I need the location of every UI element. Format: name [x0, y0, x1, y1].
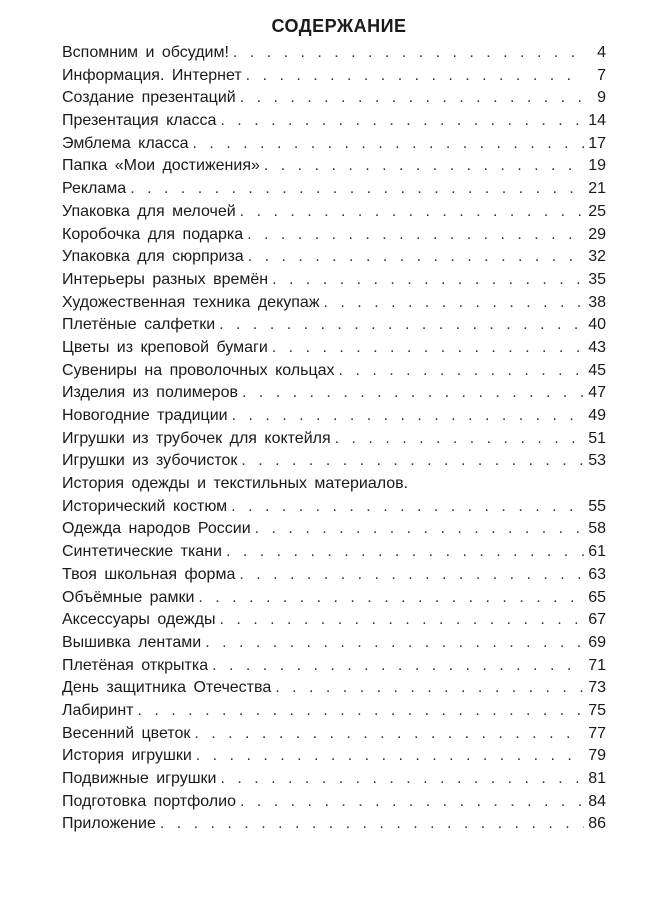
toc-entry [62, 155, 606, 178]
toc-entry [62, 110, 606, 133]
toc-entry [62, 723, 606, 746]
toc-entry-label: Изделия из полимеров [62, 384, 238, 402]
toc-entry-page-number: 81 [588, 770, 606, 787]
toc-entry-label: Приложение [62, 815, 156, 833]
dot-leader [219, 314, 584, 337]
dot-leader [240, 791, 584, 814]
toc-entry-page-number: 75 [588, 701, 606, 719]
toc-entry [62, 292, 606, 315]
dot-leader [231, 496, 584, 519]
toc-entry-page-number: 49 [588, 407, 606, 424]
toc-entry-label: Папка «Мои достижения» [62, 157, 260, 175]
dot-leader [272, 269, 584, 292]
toc-entry-label: Подвижные игрушки [62, 770, 217, 787]
toc-entry-label: Информация. Интернет [62, 66, 242, 84]
toc-entry-page-number: 21 [588, 180, 606, 198]
dot-leader [212, 655, 584, 678]
toc-entry-label: Сувениры на проволочных кольцах [62, 361, 335, 379]
dot-leader [324, 292, 584, 315]
toc-entry-page-number: 7 [597, 66, 606, 84]
toc-entry-page-number: 53 [588, 452, 606, 470]
toc-entry-label: Интерьеры разных времён [62, 270, 269, 288]
toc-entry-page-number: 73 [588, 679, 606, 697]
dot-leader [160, 813, 584, 836]
toc-entry-page-number: 25 [588, 202, 606, 220]
toc-entry-label: Новогодние традиции [62, 407, 228, 424]
dot-leader [240, 201, 584, 224]
toc-entry-label: Вспомним и обсудим! [62, 44, 229, 61]
toc-entry-label: Вышивка лентами [62, 633, 202, 651]
toc-entry-page-number: 45 [588, 361, 606, 379]
toc-entry [62, 405, 606, 428]
toc-entry-label: Лабиринт [62, 701, 134, 719]
dot-leader [241, 450, 584, 473]
toc-entry-page-number: 47 [588, 384, 606, 402]
toc-entry-label: Исторический костюм [62, 497, 228, 515]
toc-entry-page-number: 19 [588, 157, 606, 175]
toc-entry [62, 201, 606, 224]
toc-entry-label: Одежда народов России [62, 520, 251, 538]
toc-entry-page-number: 51 [588, 429, 606, 447]
dot-leader [194, 723, 584, 746]
dot-leader [339, 360, 584, 383]
toc-entry-label: Синтетические ткани [62, 543, 222, 561]
toc-entry-label: Плетёные салфетки [62, 316, 216, 334]
toc-entry [62, 564, 606, 587]
toc-entry-label: Упаковка для сюрприза [62, 248, 244, 266]
dot-leader [220, 110, 584, 133]
toc-entry-page-number: 38 [588, 293, 606, 311]
dot-leader [242, 382, 584, 405]
toc-entry-label: Цветы из креповой бумаги [62, 338, 268, 356]
toc-entry-page-number: 58 [588, 520, 606, 538]
toc-entry [62, 541, 606, 564]
toc-entry-page-number: 69 [588, 633, 606, 651]
dot-leader [275, 677, 584, 700]
toc-entry [62, 587, 606, 610]
toc-entry [62, 768, 606, 791]
dot-leader [232, 405, 584, 428]
toc-entry-label: Аксессуары одежды [62, 611, 216, 629]
toc-entry-label: Подготовка портфолио [62, 792, 236, 810]
toc-entry-label: Создание презентаций [62, 89, 236, 107]
dot-leader [272, 337, 584, 360]
toc-entry-page-number: 86 [588, 815, 606, 833]
toc-entry-label: Презентация класса [62, 112, 217, 130]
toc-entry-label: Твоя школьная форма [62, 565, 236, 583]
dot-leader [138, 700, 585, 723]
toc-entry-label: Упаковка для мелочей [62, 202, 236, 220]
dot-leader [205, 632, 584, 655]
toc-entry [62, 609, 606, 632]
toc-entry [62, 496, 606, 519]
toc-entry [62, 428, 606, 451]
toc-entry-page-number: 65 [588, 588, 606, 606]
toc-entry-page-number: 79 [588, 747, 606, 765]
toc-entry [62, 655, 606, 678]
toc-entry-label: Эмблема класса [62, 134, 189, 152]
toc-entry-label: Коробочка для подарка [62, 225, 244, 243]
toc-entry-page-number: 35 [588, 270, 606, 288]
toc-entry [62, 791, 606, 814]
toc-entry [62, 700, 606, 723]
toc-entry-page-number: 63 [588, 565, 606, 583]
toc-entry-label: История одежды и текстильных материалов. [62, 475, 409, 493]
toc-entry-page-number: 67 [588, 611, 606, 629]
toc-entry [62, 269, 606, 292]
toc-entry-page-number: 9 [597, 89, 606, 107]
toc-entry-label: День защитника Отечества [62, 679, 272, 697]
dot-leader [233, 42, 584, 65]
toc-entry [62, 745, 606, 768]
toc-entry [62, 677, 606, 700]
dot-leader [130, 178, 584, 201]
toc-entry-page-number: 40 [588, 316, 606, 334]
page-title: СОДЕРЖАНИЕ [271, 16, 407, 36]
dot-leader [220, 768, 584, 791]
toc-entry [62, 632, 606, 655]
toc-entry [62, 450, 606, 473]
dot-leader [246, 65, 584, 88]
toc-entry [62, 518, 606, 541]
toc-entry-label: Реклама [62, 180, 127, 198]
toc-entry [62, 178, 606, 201]
toc-entry [62, 314, 606, 337]
toc-entry [62, 337, 606, 360]
toc-entry-label: Плетёная открытка [62, 656, 209, 674]
table-of-contents [62, 42, 606, 836]
toc-entry-page-number: 43 [588, 338, 606, 356]
dot-leader [240, 87, 584, 110]
toc-entry-page-number: 14 [588, 112, 606, 130]
toc-entry [62, 65, 606, 88]
dot-leader [247, 224, 584, 247]
toc-entry [62, 133, 606, 156]
dot-leader [248, 246, 584, 269]
toc-entry-label: Весенний цветок [62, 724, 191, 742]
toc-entry-page-number: 71 [588, 656, 606, 674]
toc-section-heading [62, 473, 606, 496]
toc-entry [62, 87, 606, 110]
toc-entry [62, 42, 606, 65]
toc-entry [62, 813, 606, 836]
dot-leader [226, 541, 584, 564]
toc-entry-page-number: 17 [588, 134, 606, 152]
toc-entry-page-number: 32 [588, 248, 606, 266]
toc-entry-label: Игрушки из зубочисток [62, 452, 238, 470]
toc-entry-label: Художественная техника декупаж [62, 293, 320, 311]
toc-entry-label: Игрушки из трубочек для коктейля [62, 429, 331, 447]
dot-leader [239, 564, 584, 587]
toc-entry-page-number: 29 [588, 225, 606, 243]
dot-leader [198, 587, 584, 610]
toc-entry [62, 382, 606, 405]
toc-entry-page-number: 55 [588, 497, 606, 515]
toc-entry-page-number: 4 [597, 44, 606, 61]
toc-entry-page-number: 77 [588, 724, 606, 742]
toc-entry-label: Объёмные рамки [62, 588, 195, 606]
dot-leader [219, 609, 584, 632]
dot-leader [192, 133, 584, 156]
dot-leader [335, 428, 584, 451]
toc-entry [62, 246, 606, 269]
toc-entry-label: История игрушки [62, 747, 192, 765]
dot-leader [196, 745, 584, 768]
toc-entry [62, 224, 606, 247]
toc-entry-page-number: 61 [588, 543, 606, 561]
dot-leader [264, 155, 584, 178]
toc-entry [62, 360, 606, 383]
dot-leader [255, 518, 584, 541]
toc-entry-page-number: 84 [588, 792, 606, 810]
